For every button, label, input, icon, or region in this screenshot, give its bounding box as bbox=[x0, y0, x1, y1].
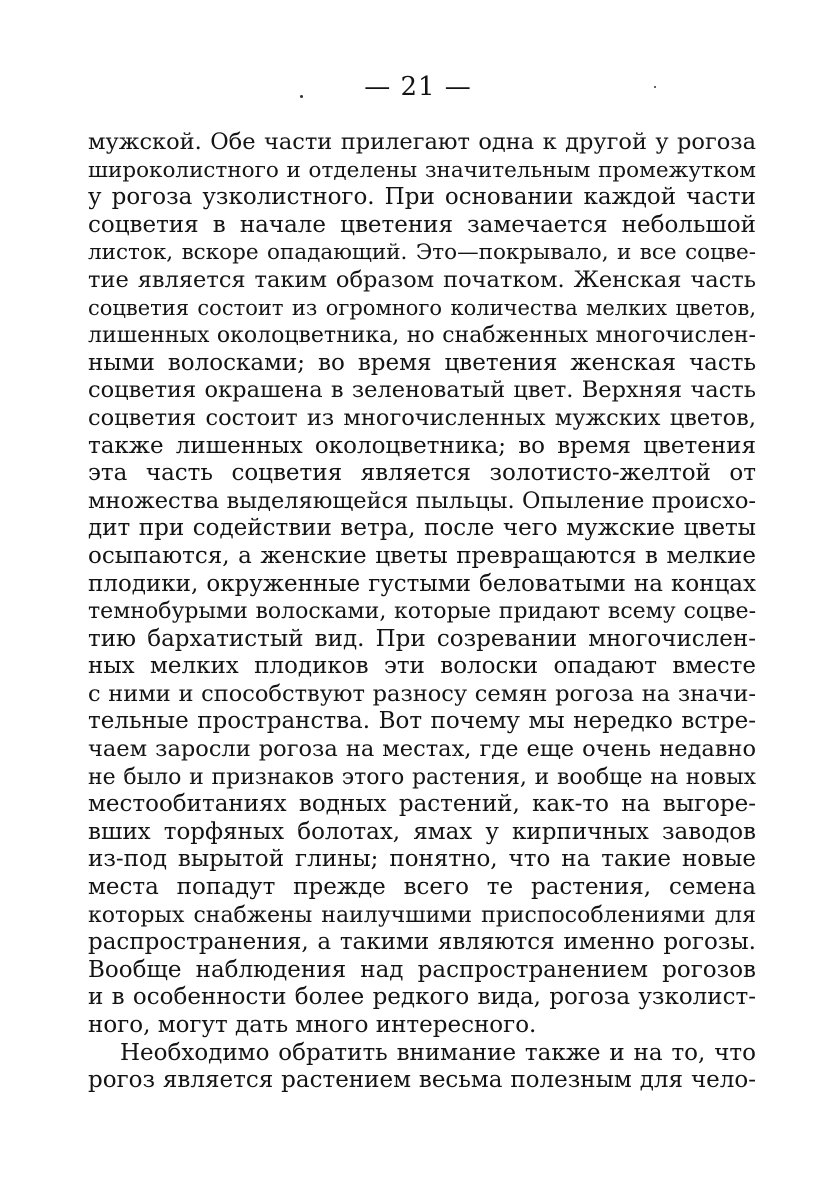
text-line: местообитаниях водных растений, как-то на выгоре- bbox=[88, 791, 756, 818]
paragraph-start-line: Необходимо обратить внимание также и на то, что bbox=[120, 1039, 756, 1066]
text-line: и в особенности более редкого вида, рогоза узколист- bbox=[88, 984, 756, 1011]
text-line: чаем заросли рогоза на местах, где еще очень недавно bbox=[88, 736, 756, 763]
text-line: множества выделяющейся пыльцы. Опыление происхо- bbox=[88, 487, 756, 514]
text-line: с ними и способствуют разносу семян рогоза на значи- bbox=[88, 680, 756, 707]
text-line: темнобурыми волосками, которые придают всему соцве- bbox=[88, 599, 756, 625]
text-line: распространения, а такими являются именно рогозы. bbox=[88, 929, 756, 956]
text-line: тие является таким образом початком. Женская часть bbox=[88, 266, 756, 293]
text-line: лишенных околоцветника, но снабженных многочислен- bbox=[88, 323, 756, 349]
text-line: ных мелких плодиков эти волоски опадают вместе bbox=[88, 653, 756, 680]
text-line: места попадут прежде всего те растения, семена bbox=[88, 874, 756, 901]
text-line: эта часть соцветия является золотисто-желтой от bbox=[88, 460, 756, 487]
text-line: тию бархатистый вид. При созревании многочислен- bbox=[88, 625, 756, 652]
text-line: которых снабжены наилучшими приспособлениями для bbox=[88, 902, 756, 928]
text-line: Вообще наблюдения над распространением рогозов bbox=[88, 956, 756, 983]
text-line: широколистного и отделены значительным промежутком bbox=[88, 157, 756, 183]
text-line: рогоз является растением весьма полезным для чело- bbox=[88, 1067, 756, 1094]
text-line: листок, вскоре опадающий. Это—покрывало, и все соцве- bbox=[88, 240, 756, 266]
text-line: из-под вырытой глины; понятно, что на такие новые bbox=[88, 846, 756, 873]
text-line: соцветия окрашена в зеленоватый цвет. Верхняя часть bbox=[88, 377, 756, 404]
page-number: — 21 — bbox=[364, 72, 472, 102]
text-line: мужской. Обе части прилегают одна к другой у рогоза bbox=[88, 129, 756, 155]
text-line: тельные пространства. Вот почему мы нередко встре- bbox=[88, 708, 756, 735]
text-line: у рогоза узколистного. При основании каждой части bbox=[88, 184, 756, 211]
text-line: ными волосками; во время цветения женская часть bbox=[88, 349, 756, 376]
text-line: соцветия в начале цветения замечается небольшой bbox=[88, 211, 756, 238]
text-line: дит при содействии ветра, после чего мужские цветы bbox=[88, 515, 756, 542]
body-text bbox=[88, 129, 756, 1095]
text-line: плодики, окруженные густыми беловатыми на концах bbox=[88, 570, 756, 597]
text-line: осыпаются, а женские цветы превращаются в мелкие bbox=[88, 542, 756, 569]
text-line: соцветия состоит из огромного количества мелких цветов, bbox=[88, 295, 756, 320]
text-line: не было и признаков этого растения, и вообще на новых bbox=[88, 764, 756, 790]
text-line: соцветия состоит из многочисленных мужских цветов, bbox=[88, 404, 756, 431]
paragraph-end-line: ного, могут дать много интересного. bbox=[88, 1012, 537, 1038]
text-line: также лишенных околоцветника; во время цветения bbox=[88, 432, 756, 459]
text-line: вших торфяных болотах, ямах у кирпичных заводов bbox=[88, 818, 756, 845]
